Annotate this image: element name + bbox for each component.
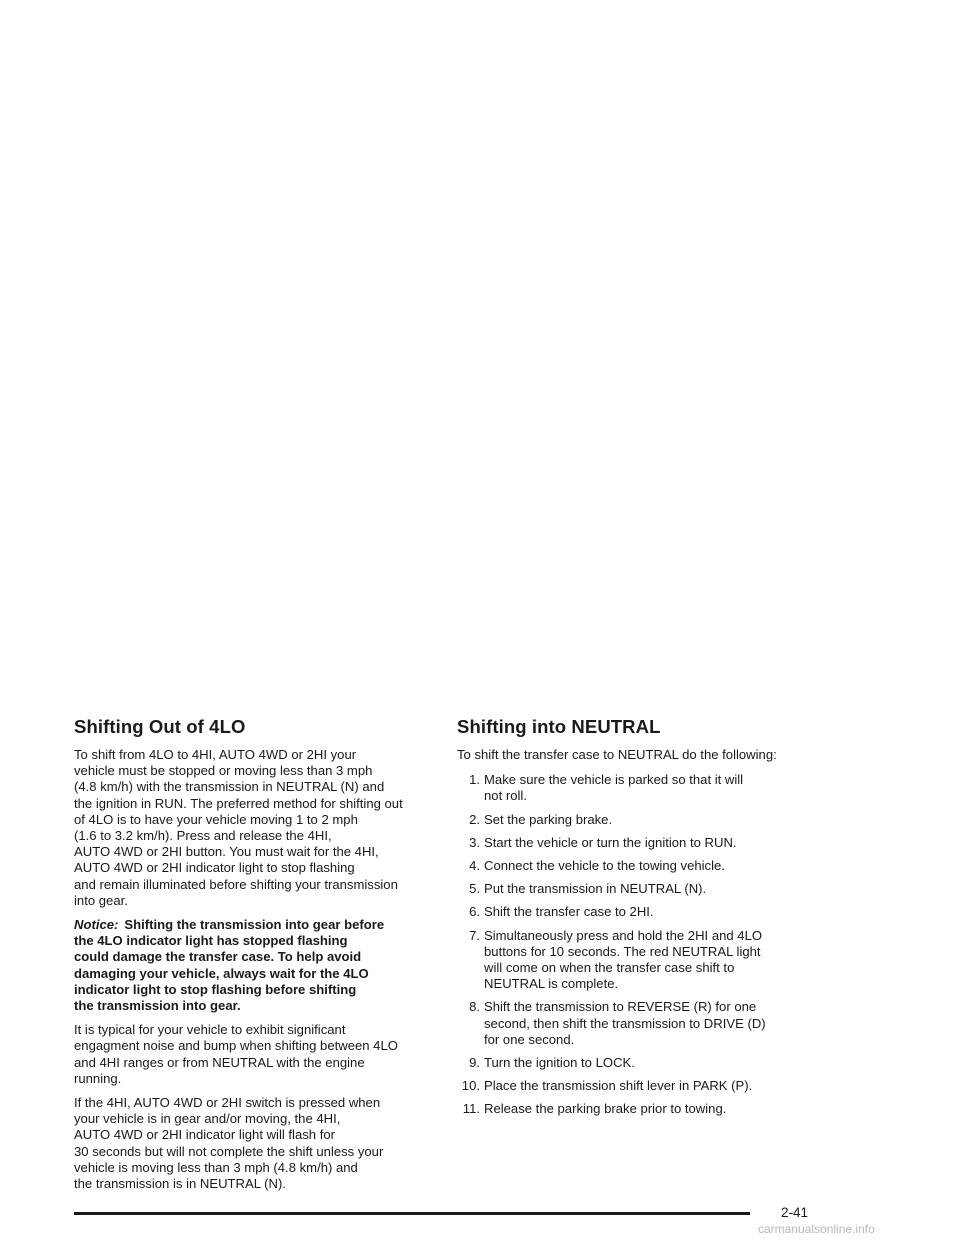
- left-column: [74, 716, 436, 1200]
- notice-label: Notice:: [74, 917, 119, 933]
- step-number: 1.: [469, 772, 480, 788]
- step-number: 6.: [469, 904, 480, 920]
- paragraph-engagement-noise: It is typical for your vehicle to exhibit significant engagment noise and bump when shifting between 4LO and 4HI ranges or from NEUTRAL with the engine running.: [74, 1022, 398, 1086]
- list-item: [457, 999, 827, 1048]
- step-number: 9.: [469, 1055, 480, 1071]
- step-text: Release the parking brake prior to towing.: [484, 1101, 727, 1117]
- step-text: Place the transmission shift lever in PARK (P).: [484, 1078, 753, 1094]
- list-item: [457, 835, 827, 851]
- step-number: 7.: [469, 927, 480, 943]
- step-text: Shift the transmission to REVERSE (R) for one second, then shift the transmission to DRIVE (D) for one second.: [484, 999, 766, 1047]
- list-item: [457, 772, 827, 804]
- step-text: Start the vehicle or turn the ignition to RUN.: [484, 834, 737, 850]
- right-column: [457, 716, 827, 1125]
- paragraph-indicator-flash: If the 4HI, AUTO 4WD or 2HI switch is pressed when your vehicle is in gear and/or moving, the 4HI, AUTO 4WD or 2HI indicator light will flash for 30 seconds but will not complete the shift unless your vehicle is moving less than 3 mph (4.8 km/h) and the transmission is in NEUTRAL (N).: [74, 1095, 384, 1192]
- step-number: 8.: [469, 999, 480, 1015]
- list-item: [457, 858, 827, 874]
- step-text: Make sure the vehicle is parked so that it will not roll.: [484, 772, 744, 804]
- steps-intro: To shift the transfer case to NEUTRAL do the following:: [457, 747, 777, 762]
- neutral-steps-list: [457, 772, 827, 1117]
- step-text: Set the parking brake.: [484, 811, 613, 827]
- list-item: [457, 1055, 827, 1071]
- list-item: [457, 1101, 827, 1117]
- step-number: 11.: [462, 1101, 480, 1117]
- step-number: 3.: [469, 834, 480, 850]
- step-number: 5.: [469, 881, 480, 897]
- step-text: Turn the ignition to LOCK.: [484, 1055, 635, 1071]
- list-item: [457, 812, 827, 828]
- step-text: Shift the transfer case to 2HI.: [484, 904, 654, 920]
- page-number: 2-41: [781, 1205, 809, 1220]
- notice-paragraph: [74, 917, 436, 1014]
- step-text: Connect the vehicle to the towing vehicle.: [484, 858, 725, 874]
- list-item: [457, 904, 827, 920]
- step-text: Simultaneously press and hold the 2HI and 4LO buttons for 10 seconds. The red NEUTRAL light will come on when the transfer case shift to NEUTRAL is complete.: [484, 927, 763, 992]
- section-heading-shifting-into-neutral: Shifting into NEUTRAL: [457, 716, 661, 737]
- list-item: [457, 928, 827, 993]
- step-number: 4.: [469, 858, 480, 874]
- paragraph-shift-procedure: To shift from 4LO to 4HI, AUTO 4WD or 2HI your vehicle must be stopped or moving less than 3 mph (4.8 km/h) with the transmission in NEUTRAL (N) and the ignition in RUN. The preferred method for shifting out of 4LO is to have your vehicle moving 1 to 2 mph (1.6 to 3.2 km/h). Press and release the 4HI, AUTO 4WD or 2HI button. You must wait for the 4HI, AUTO 4WD or 2HI indicator light to stop flashing and remain illuminated before shifting your transmission into gear.: [74, 747, 403, 908]
- footer-rule: [74, 1212, 750, 1215]
- step-text: Put the transmission in NEUTRAL (N).: [484, 881, 707, 897]
- list-item: [457, 1078, 827, 1094]
- watermark: carmanualsonline.info: [758, 1222, 875, 1236]
- step-number: 2.: [469, 811, 480, 827]
- notice-text: Shifting the transmission into gear before the 4LO indicator light has stopped flashing could damage the transfer case. To help avoid damaging your vehicle, always wait for the 4LO indicator light to stop flashing before shifting the transmission into gear.: [74, 917, 385, 1014]
- list-item: [457, 881, 827, 897]
- step-number: 10.: [461, 1078, 480, 1094]
- section-heading-shifting-out-of-4lo: Shifting Out of 4LO: [74, 716, 246, 737]
